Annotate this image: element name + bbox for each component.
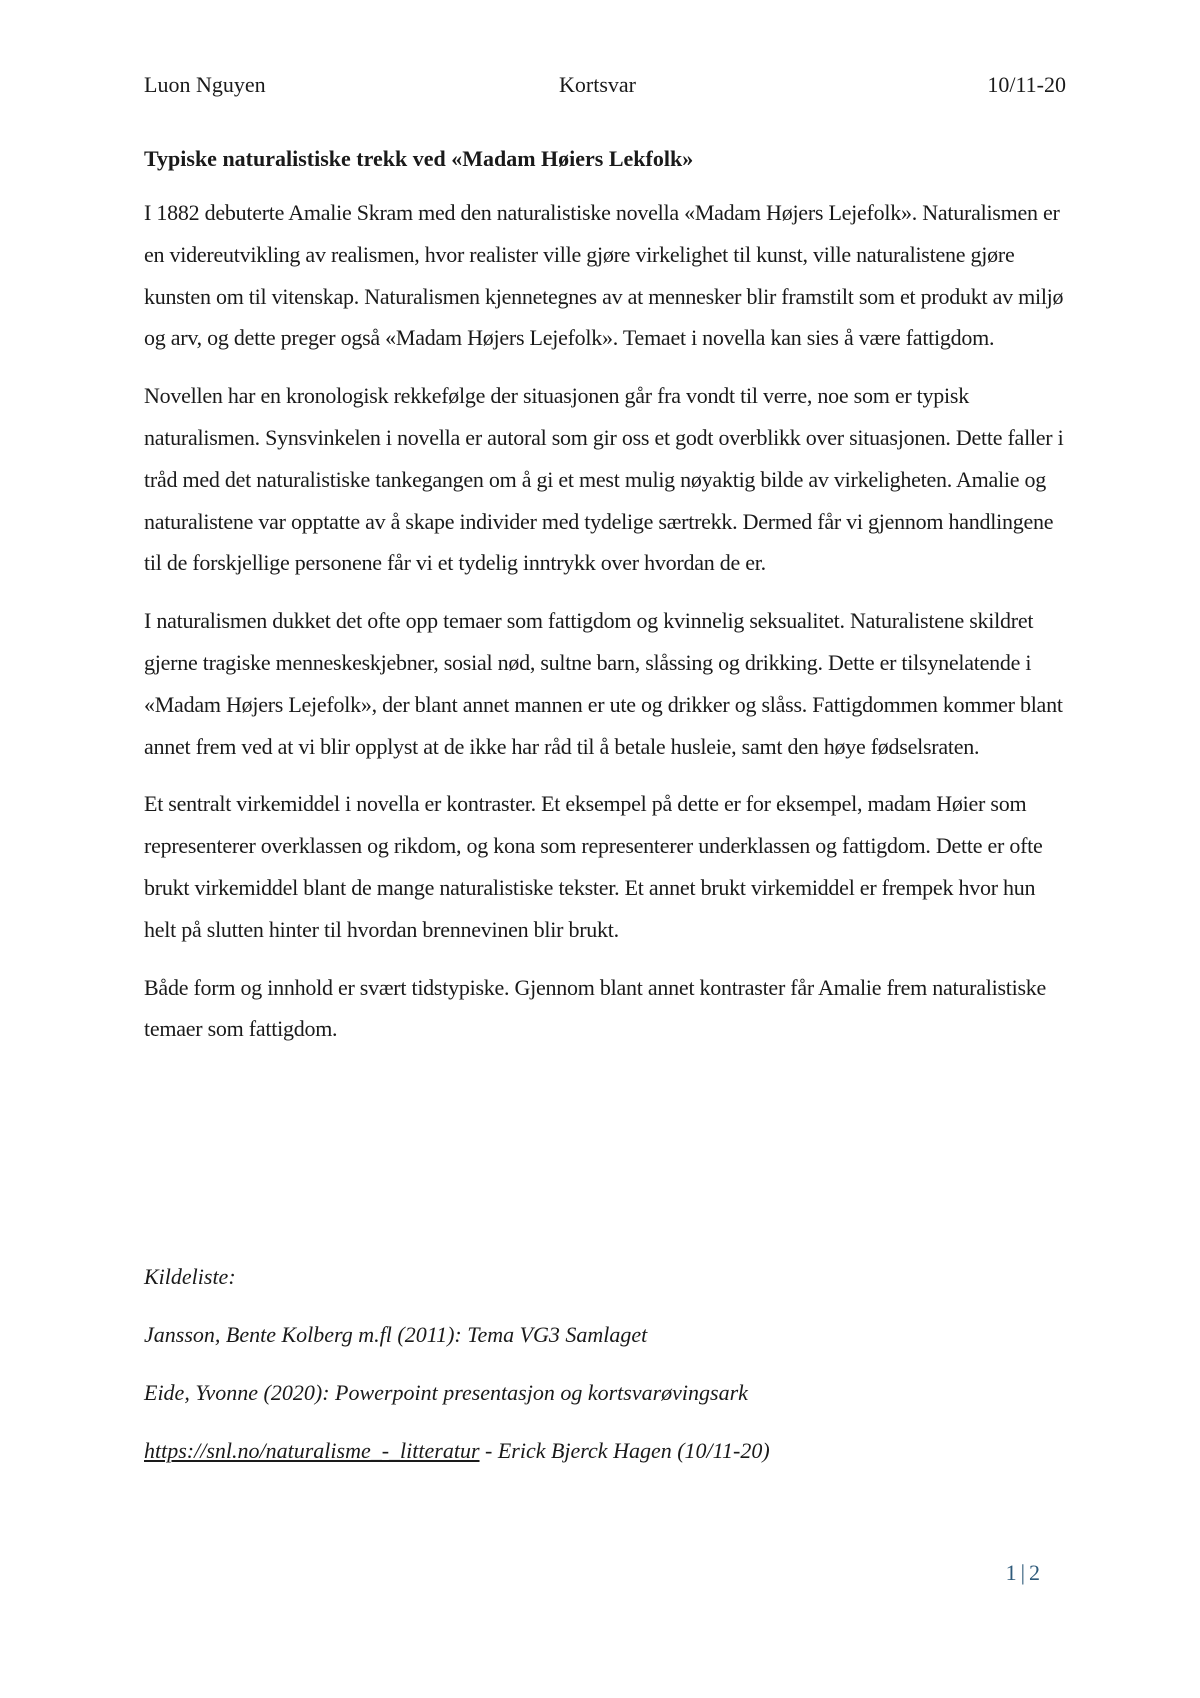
page-separator: |	[1020, 1560, 1025, 1585]
paragraph-1: I 1882 debuterte Amalie Skram med den naturalistiske novella «Madam Højers Lejefolk». Naturalismen er en videreutvikling av realismen, hvor realister ville gjøre virkelighet til kunst, ville naturalistene gjøre kunsten om til vitenskap. Naturalismen kjennetegnes av at mennesker blir framstilt som et produkt av miljø og arv, og dette preger også «Madam Højers Lejefolk». Temaet i novella kan sies å være fattigdom.	[144, 200, 1064, 351]
page-total: 2	[1029, 1560, 1040, 1585]
header-date: 10/11-20	[987, 72, 1066, 97]
source-list	[144, 1262, 1069, 1494]
source-item-1: Jansson, Bente Kolberg m.fl (2011): Tema VG3 Samlaget	[144, 1322, 648, 1347]
paragraph-4: Et sentralt virkemiddel i novella er kontraster. Et eksempel på dette er for eksempel, madam Høier som representerer overklassen og rikdom, og kona som representerer underklassen og fattigdom. Dette er ofte brukt virkemiddel blant de mange naturalistiske tekster. Et annet brukt virkemiddel er frempek hvor hun helt på slutten hinter til hvordan brennevinen blir brukt.	[144, 791, 1043, 942]
source-link[interactable]: https://snl.no/naturalisme_-_litteratur	[144, 1438, 480, 1463]
paragraph-2: Novellen har en kronologisk rekkefølge der situasjonen går fra vondt til verre, noe som er typisk naturalismen. Synsvinkelen i novella er autoral som gir oss et godt overblikk over situasjonen. Dette faller i tråd med det naturalistiske tankegangen om å gi et mest mulig nøyaktig bilde av virkeligheten. Amalie og naturalistene var opptatte av å skape individer med tydelige særtrekk. Dermed får vi gjennom handlingene til de forskjellige personene får vi et tydelig inntrykk over hvordan de er.	[144, 383, 1064, 576]
source-list-heading: Kildeliste:	[144, 1264, 236, 1289]
page-header	[144, 72, 1066, 102]
header-doc-type: Kortsvar	[559, 72, 636, 97]
source-link-suffix: - Erick Bjerck Hagen (10/11-20)	[479, 1438, 770, 1463]
paragraph-5: Både form og innhold er svært tidstypiske. Gjennom blant annet kontraster får Amalie frem naturalistiske temaer som fattigdom.	[144, 974, 1047, 1042]
paragraph-3: I naturalismen dukket det ofte opp temaer som fattigdom og kvinnelig seksualitet. Naturalistene skildret gjerne tragiske menneskeskjebner, sosial nød, sultne barn, slåssing og drikking. Dette er tilsynelatende i «Madam Højers Lejefolk», der blant annet mannen er ute og drikker og slåss. Fattigdommen kommer blant annet frem ved at vi blir opplyst at de ikke har råd til å betale husleie, samt den høye fødselsraten.	[144, 608, 1063, 759]
document-title: Typiske naturalistiske trekk ved «Madam Høiers Lekfolk»	[144, 146, 694, 171]
page-current: 1	[1005, 1560, 1017, 1585]
document-body	[144, 143, 1069, 1066]
header-author: Luon Nguyen	[144, 72, 266, 97]
source-item-2: Eide, Yvonne (2020): Powerpoint presentasjon og kortsvarøvingsark	[144, 1380, 748, 1405]
page-number	[1006, 1560, 1040, 1586]
source-item-3	[144, 1436, 1069, 1494]
